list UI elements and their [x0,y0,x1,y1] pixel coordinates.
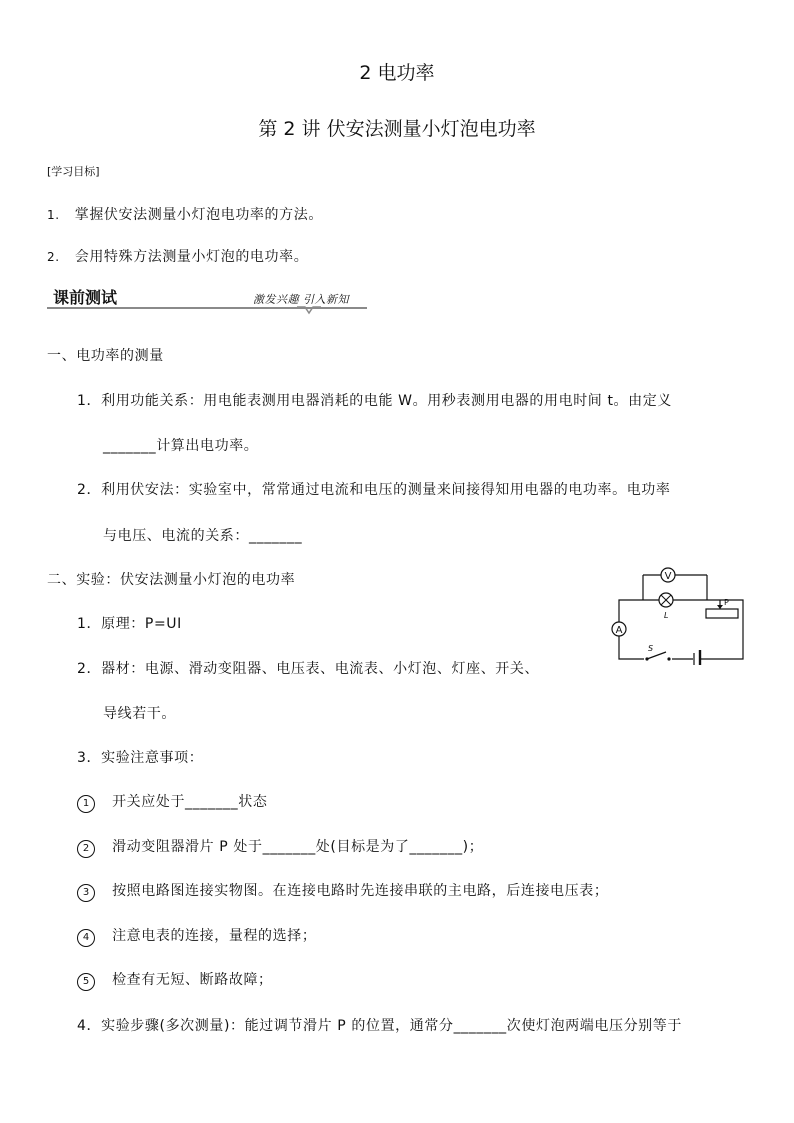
note-text: 注意电表的连接，量程的选择； [112,928,317,944]
goal-number: 1. [47,208,60,222]
step4-line: 4．实验步骤(多次测量)：能过调节滑片 P 的位置，通常分_______次使灯泡两端电压分别等于 [77,1018,682,1034]
banner-slogan: 激发兴趣 引入新知 [253,293,349,306]
lamp-icon [659,593,673,620]
circled-number: 4 [77,929,95,947]
equipment-line: 2．器材：电源、滑动变阻器、电压表、电流表、小灯泡、灯座、开关、 [77,661,540,677]
section1-heading: 一、电功率的测量 [47,348,164,364]
goals-label: [学习目标] [47,165,100,178]
circled-number: 3 [77,884,95,902]
ammeter-label: A [615,625,623,636]
battery-icon [694,650,700,665]
chapter-title: 2 电功率 [359,62,435,84]
note-item [77,791,267,813]
equipment-line: 导线若干。 [103,706,176,722]
banner-notch-icon [297,303,321,315]
paragraph-line: 1．利用功能关系：用电能表测用电器消耗的电能 W。用秒表测用电器的用电时间 t。由定义 [77,393,672,409]
section-banner [47,283,367,313]
notes-heading: 3．实验注意事项： [77,750,204,766]
goal-number: 2. [47,250,60,264]
ammeter-icon [612,622,626,636]
goal-text: 掌握伏安法测量小灯泡电功率的方法。 [74,207,323,223]
circled-number: 1 [77,795,95,813]
note-text: 滑动变阻器滑片 P 处于_______处(目标是为了_______)； [112,839,484,855]
banner-title: 课前测试 [53,288,118,307]
paragraph-line: 2．利用伏安法：实验室中，常常通过电流和电压的测量来间接得知用电器的电功率。电功率 [77,482,671,498]
note-text: 按照电路图连接实物图。在连接电路时先连接串联的主电路，后连接电压表； [112,883,609,899]
paragraph-line: 与电压、电流的关系：_______ [103,528,303,544]
goal-item [47,246,308,266]
note-item [77,969,273,991]
voltmeter-icon [661,568,675,582]
note-text: 开关应处于_______状态 [112,794,268,810]
switch-label: S [648,644,654,653]
note-item [77,880,608,902]
section2-heading: 二、实验：伏安法测量小灯泡的电功率 [47,572,296,588]
principle-line: 1．原理：P=UI [77,616,182,632]
goal-item [47,204,323,224]
switch-icon [644,644,672,662]
note-item [77,925,316,947]
note-text: 检查有无短、断路故障； [112,972,273,988]
circuit-diagram [604,563,748,665]
note-item [77,836,483,858]
rheostat-icon [706,598,738,618]
paragraph-line: _______计算出电功率。 [103,438,259,454]
lamp-label: L [664,611,669,620]
slider-label: P [724,598,729,607]
goal-text: 会用特殊方法测量小灯泡的电功率。 [74,249,309,265]
circled-number: 2 [77,840,95,858]
voltmeter-label: V [664,571,672,582]
lesson-title: 第 2 讲 伏安法测量小灯泡电功率 [258,118,536,140]
circled-number: 5 [77,973,95,991]
